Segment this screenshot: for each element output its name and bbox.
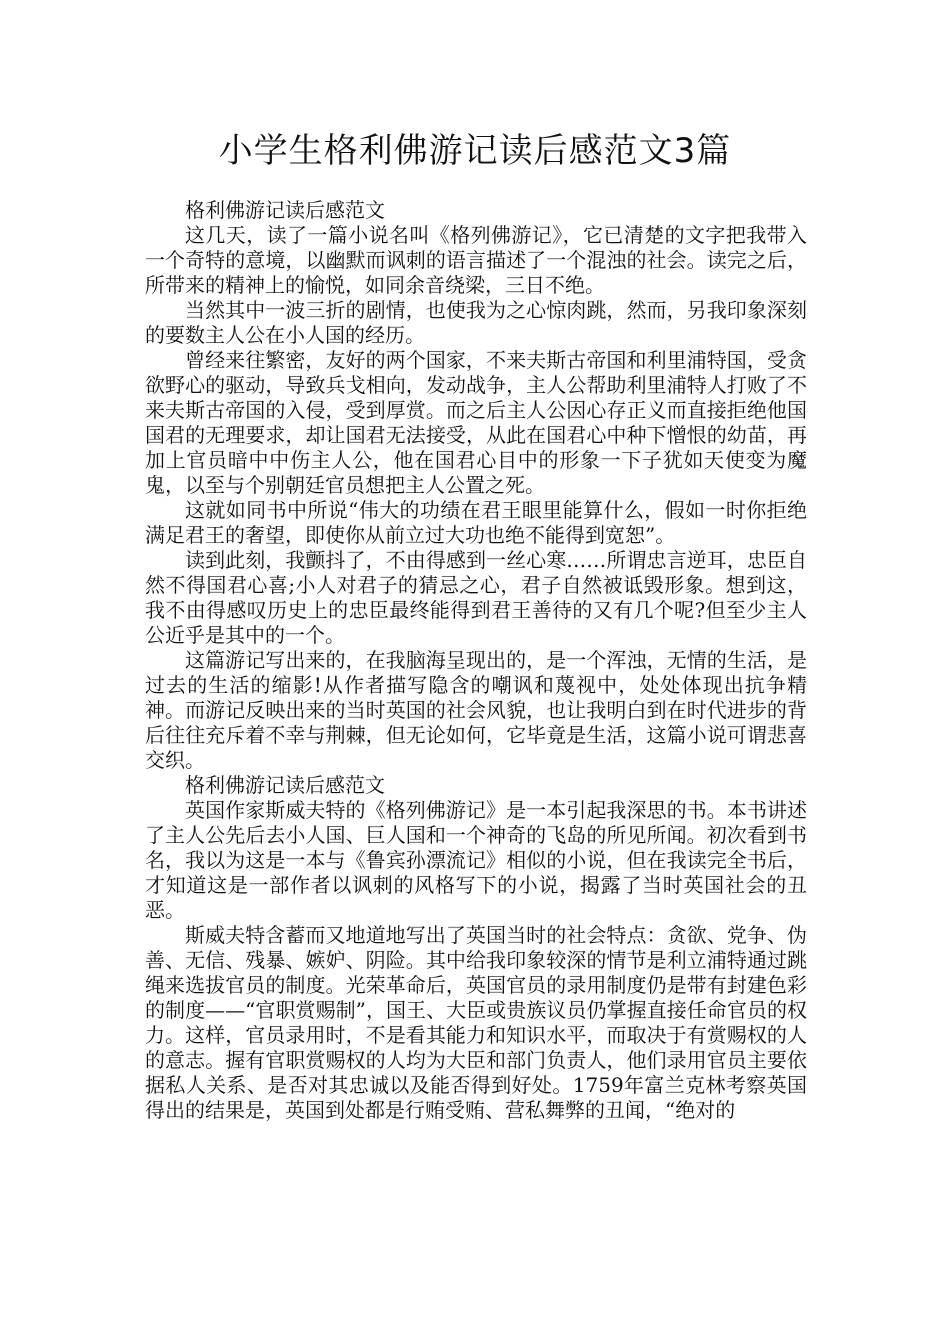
paragraph: 英国作家斯威夫特的《格列佛游记》是一本引起我深思的书。本书讲述了主人公先后去小人国、巨人国和一个神奇的飞岛的所见所闻。初次看到书名，我以为这是一本与《鲁宾孙漂流记》相似的小说，但在我读完全书后，才知道这是一部作者以讽刺的风格写下的小说，揭露了当时英国社会的丑恶。 [145, 798, 807, 922]
paragraph: 这几天，读了一篇小说名叫《格列佛游记》，它已清楚的文字把我带入一个奇特的意境，以幽默而讽刺的语言描述了一个混浊的社会。读完之后，所带来的精神上的愉悦，如同余音绕梁，三日不绝。 [145, 223, 807, 297]
section-heading: 格利佛游记读后感范文 [185, 198, 385, 222]
paragraph: 读到此刻，我颤抖了，不由得感到一丝心寒……所谓忠言逆耳，忠臣自然不得国君心喜;小人对君子的猜忌之心，君子自然被诋毁形象。想到这，我不由得感叹历史上的忠臣最终能得到君王善待的又有几个呢?但至少主人公近乎是其中的一个。 [145, 548, 807, 647]
paragraph: 斯威夫特含蓄而又地道地写出了英国当时的社会特点：贪欲、党争、伪善、无信、残暴、嫉妒、阴险。其中给我印象较深的情节是利立浦特通过跳绳来选拔官员的制度。光荣革命后，英国官员的录用制度仍是带有封建色彩的制度——“官职赏赐制”，国王、大臣或贵族议员仍掌握直接任命官员的权力。这样，官员录用时，不是看其能力和知识水平，而取决于有赏赐权的人的意志。握有官职赏赐权的人均为大臣和部门负责人，他们录用官员主要依据私人关系、是否对其忠诚以及能否得到好处。1759年富兰克林考察英国得出的结果是，英国到处都是行贿受贿、营私舞弊的丑闻，“绝对的 [145, 923, 807, 1122]
paragraph: 这篇游记写出来的，在我脑海呈现出的，是一个浑浊，无情的生活，是过去的生活的缩影!从作者描写隐含的嘲讽和蔑视中，处处体现出抗争精神。而游记反映出来的当时英国的社会风貌，也让我明白到在时代进步的背后往往充斥着不幸与荆棘，但无论如何，它毕竟是生活，这篇小说可谓悲喜交织。 [145, 648, 807, 772]
paragraph: 这就如同书中所说“伟大的功绩在君王眼里能算什么，假如一时你拒绝满足君王的奢望，即使你从前立过大功也绝不能得到宽恕”。 [145, 498, 807, 547]
section-heading: 格利佛游记读后感范文 [185, 773, 385, 797]
paragraph: 曾经来往繁密，友好的两个国家，不来夫斯古帝国和利里浦特国，受贪欲野心的驱动，导致兵戈相向，发动战争，主人公帮助利里浦特人打败了不来夫斯古帝国的入侵，受到厚赏。而之后主人公因心存正义而直接拒绝他国国君的无理要求，却让国君无法接受，从此在国君心中种下憎恨的幼苗，再加上官员暗中中伤主人公，他在国君心目中的形象一下子犹如天使变为魔鬼，以至与个别朝廷官员想把主人公置之死。 [145, 348, 807, 497]
document-body [145, 198, 807, 1123]
paragraph: 当然其中一波三折的剧情，也使我为之心惊肉跳，然而，另我印象深刻的要数主人公在小人国的经历。 [145, 298, 807, 347]
page-title: 小学生格利佛游记读后感范文3篇 [218, 131, 732, 171]
